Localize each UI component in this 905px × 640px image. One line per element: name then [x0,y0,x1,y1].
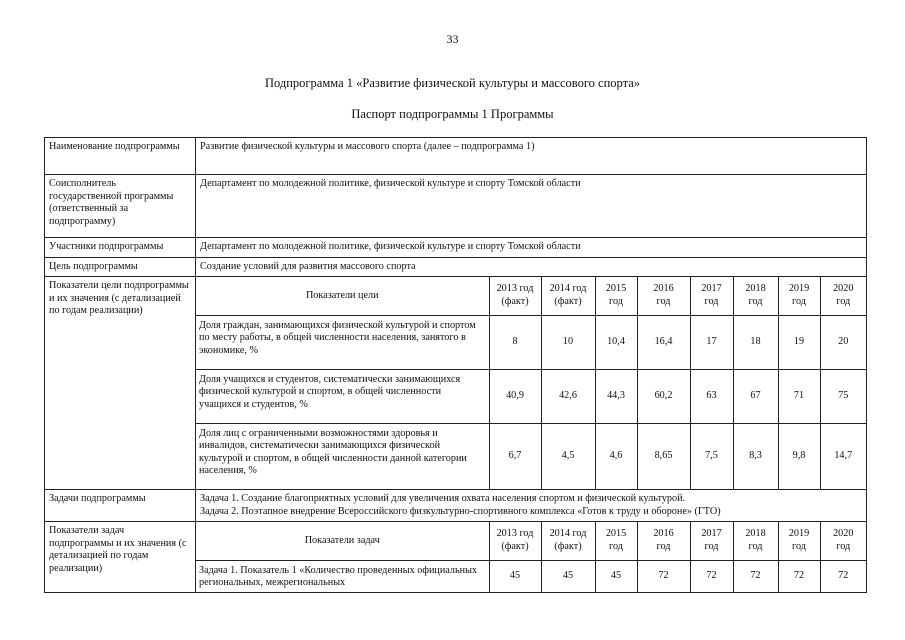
page-number: 33 [446,32,459,46]
indicator-value: 8,65 [637,423,690,489]
year-note: год [748,295,763,307]
indicator-value: 72 [733,560,778,592]
indicator-value: 8 [489,315,541,369]
indicator-value: 9,8 [778,423,820,489]
year-header [595,522,637,560]
indicator-value: 71 [778,369,820,423]
indicator-value: 17 [690,315,733,369]
task-indicators-table [196,522,866,592]
year-header [489,522,541,560]
year-header [541,522,595,560]
indicator-header: Показатели задач [196,522,489,560]
indicator-name: Доля лиц с ограниченными возможностями здоровья и инвалидов, систематически занимающихся физической культурой и спортом, в общей численности данной категории населения, % [196,423,489,489]
row-value: Развитие физической культуры и массового спорта (далее – подпрограмма 1) [196,138,867,175]
year-header [733,277,778,315]
year-label: 2020 [833,283,854,295]
indicator-value: 10,4 [595,315,637,369]
year-label: 2015 [605,528,627,540]
indicator-value: 8,3 [733,423,778,489]
indicator-value: 19 [778,315,820,369]
year-header [733,522,778,560]
year-note: (факт) [501,540,529,552]
year-label: 2017 [701,283,722,295]
year-label: 2018 [745,283,766,295]
indicator-value: 60,2 [637,369,690,423]
row-value: Создание условий для развития массового спорта [196,257,867,277]
year-note: год [704,295,719,307]
indicator-row [196,423,866,489]
year-note: год [748,540,763,552]
indicator-value: 72 [690,560,733,592]
row-label: Задачи подпрограммы [45,490,196,522]
year-header [595,277,637,315]
passport-table [44,137,867,593]
indicator-row [196,315,866,369]
row-label: Показатели цели подпрограммы и их значения (с детализацией по годам реализации) [45,277,196,490]
indicator-header: Показатели цели [196,277,489,315]
year-note: год [792,295,806,307]
year-note: год [836,295,851,307]
year-header [637,277,690,315]
year-note: (факт) [554,295,582,307]
row-label: Соисполнитель государственной программы (ответственный за подпрограмму) [45,175,196,238]
row-participants [45,238,867,258]
year-note: год [609,540,623,552]
year-label: 2014 год [549,528,587,540]
year-label: 2014 год [549,283,587,295]
year-label: 2016 [653,528,674,540]
row-coexecutor [45,175,867,238]
year-label: 2016 [653,283,674,295]
year-header [690,522,733,560]
year-note: год [609,295,623,307]
row-label: Цель подпрограммы [45,257,196,277]
indicator-name: Доля граждан, занимающихся физической культурой и спортом по месту работы, в общей численности населения, занятого в экономике, % [196,315,489,369]
row-value: Департамент по молодежной политике, физической культуре и спорту Томской области [196,175,867,238]
row-label: Участники подпрограммы [45,238,196,258]
indicator-value: 14,7 [820,423,866,489]
indicator-value: 45 [541,560,595,592]
year-label: 2017 [701,528,722,540]
year-label: 2019 [788,528,810,540]
indicator-value: 42,6 [541,369,595,423]
row-value: Департамент по молодежной политике, физической культуре и спорту Томской области [196,238,867,258]
year-note: (факт) [554,540,582,552]
indicator-value: 44,3 [595,369,637,423]
task-1: Задача 1. Создание благоприятных условий для увеличения охвата населения спортом и физической культурой. [200,493,686,504]
year-label: 2018 [745,528,766,540]
year-header [637,522,690,560]
indicator-value: 45 [489,560,541,592]
indicator-value: 16,4 [637,315,690,369]
indicator-value: 18 [733,315,778,369]
row-label: Показатели задач подпрограммы и их значения (с детализацией по годам реализации) [45,522,196,593]
indicator-value: 72 [778,560,820,592]
row-task-indicators [45,522,867,593]
indicator-value: 7,5 [690,423,733,489]
year-label: 2015 [605,283,627,295]
indicator-value: 10 [541,315,595,369]
year-header [820,277,866,315]
indicator-name: Доля учащихся и студентов, систематически занимающихся физической культурой и спортом, в общей численности учащихся и студентов, % [196,369,489,423]
indicator-name: Задача 1. Показатель 1 «Количество проведенных официальных региональных, межрегиональных [196,560,489,592]
year-header [778,522,820,560]
indicator-value: 67 [733,369,778,423]
year-note: год [656,540,671,552]
year-label: 2013 год [496,528,534,540]
indicator-value: 75 [820,369,866,423]
indicator-row [196,369,866,423]
task-2: Задача 2. Поэтапное внедрение Всероссийского физкультурно-спортивного комплекса «Готов к труду и обороне» (ГТО) [200,505,721,517]
year-note: год [792,540,806,552]
year-header [690,277,733,315]
subprogram-title: Подпрограмма 1 «Развитие физической культуры и массового спорта» [264,76,641,90]
indicator-value: 72 [637,560,690,592]
year-note: (факт) [501,295,529,307]
indicator-value: 72 [820,560,866,592]
passport-subtitle: Паспорт подпрограммы 1 Программы [351,107,554,121]
indicator-header-row [196,522,866,560]
year-header [541,277,595,315]
year-header [778,277,820,315]
indicator-value: 63 [690,369,733,423]
row-goal-indicators [45,277,867,490]
indicator-value: 45 [595,560,637,592]
year-header [820,522,866,560]
row-goal [45,257,867,277]
year-label: 2013 год [496,283,534,295]
row-name [45,138,867,175]
year-note: год [656,295,671,307]
year-label: 2019 [788,283,810,295]
indicator-value: 4,6 [595,423,637,489]
indicator-value: 20 [820,315,866,369]
indicator-value: 40,9 [489,369,541,423]
indicator-header-row [196,277,866,315]
year-note: год [836,540,851,552]
indicator-value: 6,7 [489,423,541,489]
year-label: 2020 [833,528,854,540]
indicator-row [196,560,866,592]
row-label: Наименование подпрограммы [45,138,196,175]
goal-indicators-table [196,277,866,489]
year-header [489,277,541,315]
year-note: год [704,540,719,552]
row-tasks [45,490,867,522]
indicator-value: 4,5 [541,423,595,489]
